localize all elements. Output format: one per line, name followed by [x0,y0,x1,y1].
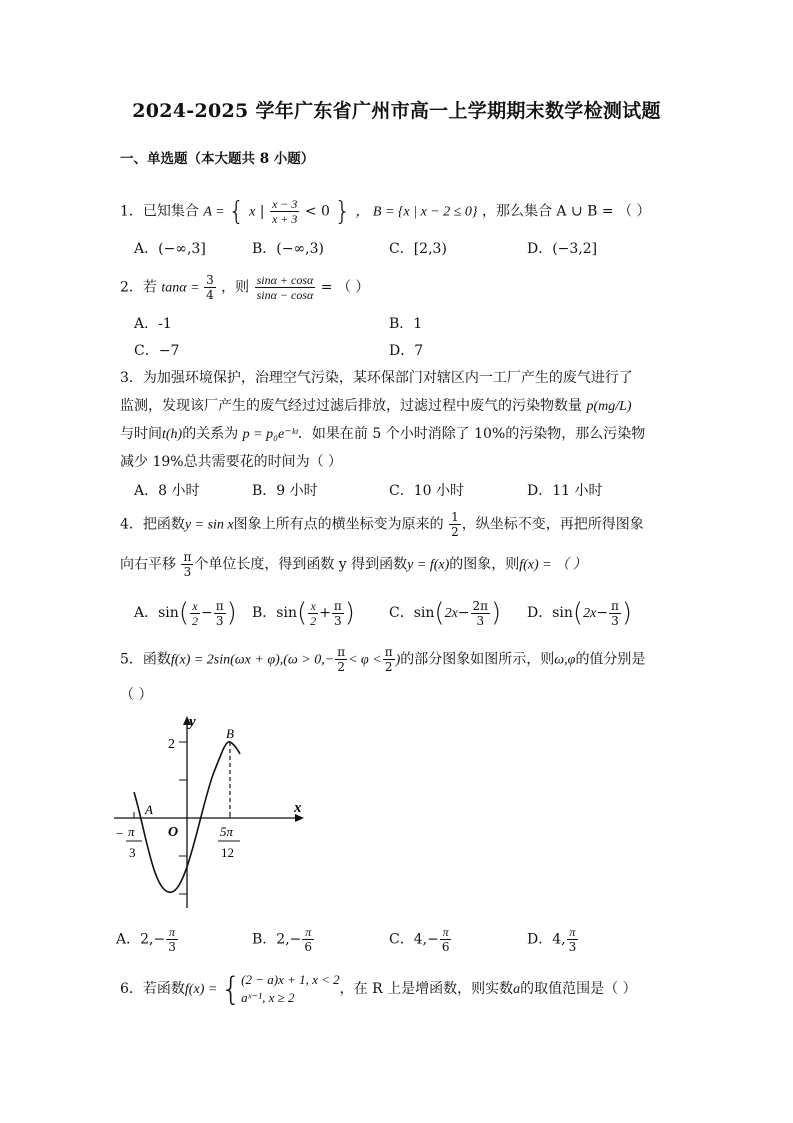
frac-denominator: 3 [611,613,619,628]
q4-line-2-a: 向右平移 [120,556,176,573]
frac-denominator: 2 [191,613,198,628]
frac-denominator: 6 [304,940,313,954]
q4-option-c-pre: 2x [444,606,458,621]
frac-numerator: π [302,925,314,940]
q4-option-c-frac [471,599,491,628]
frac-numerator: π [611,598,619,613]
x-left-numerator: π [128,824,135,839]
q2-fraction [204,273,216,302]
frac-denominator: 6 [441,940,450,954]
q5-option-a-frac [166,925,178,954]
q4-option-b[interactable] [252,598,355,628]
point-a-label: A [145,802,153,817]
q5-option-c-label: C． [389,931,414,948]
q4-line-1-c: 图象上所有点的横坐标变为原来的 [233,516,444,533]
frac-denominator: 3 [215,613,224,628]
q2-tan: tanα = [161,280,204,296]
q6-tail: ，在 R 上是增函数，则实数 [339,981,514,997]
q4-option-b-frac1 [308,599,318,628]
q1-tail: ，那么集合 A ∪ B = （ ） [481,203,651,220]
q5-option-c-pre: 4,− [413,931,439,948]
q4-option-c[interactable] [389,598,501,628]
q2-option-c[interactable]: C．−7 [134,343,180,359]
operator: − [200,605,213,621]
frac-numerator: π [333,598,342,613]
section-heading: 一、单选题（本大题共 8 小题） [120,151,315,167]
q2-option-b[interactable]: B．1 [389,316,423,332]
q3-line-1: 3．为加强环境保护，治理空气污染，某环保部门对辖区内一工厂产生的废气进行了 [120,370,633,386]
q4-line-1 [120,510,644,539]
q4-option-a-fn: sin [158,605,179,621]
q1-set-b: ， B = {x | x − 2 ≤ 0} [355,204,478,220]
q5-line-2: （ ） [120,687,153,703]
q5-line-1-e: 的部分图象如图所示，则 [400,651,555,668]
x-right-numerator: 5π [220,824,234,839]
q3-formula: p = p₀e⁻ᵏᵗ [242,427,298,442]
frac-denominator: 2 [337,660,345,674]
q4-line-2-e: f(x) = （ ） [519,557,587,573]
q1-fraction [270,197,299,226]
q4-half-numerator: 1 [451,510,459,524]
q1-brace-right: } [334,196,351,227]
q3-option-b[interactable]: B．9 小时 [252,483,318,499]
frac-denominator: 3 [568,940,577,954]
q3-line-2 [120,395,632,415]
frac-numerator: π [215,598,224,613]
frac-numerator: 2π [472,598,489,613]
q1-option-c[interactable]: C．[2,3) [389,241,447,257]
q5-option-a-label: A． [116,931,141,948]
q2-number: 2．若 [120,279,157,296]
paren-left: ( [572,598,584,628]
q4-option-b-frac2 [332,599,344,628]
q1-bar: | [259,203,265,220]
y-tick-label: 2 [168,737,175,752]
q4-option-b-label: B． [252,605,277,621]
q2-big-numerator: sinα + cosα [256,273,314,287]
q1-brace-left: { [228,196,245,227]
frac-numerator: π [166,925,178,940]
exam-title: 2024-2025 学年广东省广州市高一上学期期末数学检测试题 [132,100,661,122]
q2-big-fraction [255,273,316,302]
q6-tail-2: 的取值范围是（ ） [520,981,637,997]
q6-brace: { [220,970,242,1008]
question-1 [120,197,651,226]
frac-numerator: x [190,599,200,614]
frac-denominator: 3 [476,613,485,628]
q1-frac-denominator: x + 3 [271,212,298,226]
q5-option-d-frac [567,925,579,954]
q4-shift-fraction [181,550,193,579]
q4-option-a-frac2 [214,599,226,628]
q4-line-2-b: 个单位长度，得到函数 y 得到函数 [194,556,408,573]
q3-line-3-a: 与时间 [120,426,162,442]
q1-frac-numerator: x − 3 [271,197,298,211]
q3-line-2-text: 监测，发现该厂产生的废气经过过滤后排放，过滤过程中废气的污染物数量 [120,398,582,414]
x-left-denominator: 3 [129,845,136,860]
q4-option-a[interactable] [134,598,237,628]
q1-number: 1．已知集合 [120,203,199,220]
paren-right: ) [226,598,237,628]
frac-numerator: π [384,645,393,659]
q4-option-c-label: C． [389,605,414,621]
q4-shift-numerator: π [183,550,192,564]
q5-option-a[interactable] [116,925,179,954]
x-right-denominator: 12 [221,845,234,860]
q5-graph [110,712,310,912]
operator: − [596,605,609,621]
q1-option-b[interactable]: B．(−∞,3) [252,241,324,257]
q4-function: y = sin x [184,517,234,533]
paren-right: ) [344,598,355,628]
question-6 [120,970,637,1008]
q2-mid: ，则 [221,279,250,296]
q5-option-d[interactable] [527,925,579,954]
q5-option-b-pre: 2,− [276,931,302,948]
q6-case-1: (2 − a)x + 1, x < 2 [241,972,340,987]
x-left-sign: − [116,826,124,841]
q4-option-b-fn: sin [276,605,297,621]
frac-numerator: x [308,599,318,614]
q5-option-a-pre: 2,− [140,931,166,948]
q6-var: a [513,982,521,997]
q4-line-1-a: 4．把函数 [120,516,185,533]
q5-option-d-pre: 4, [552,931,566,948]
q5-line-1-a: 5．函数 [120,651,171,668]
q4-option-d-label: D． [527,605,553,621]
q6-fx: f(x) = [184,982,221,997]
q1-option-d[interactable]: D．(−3,2] [527,241,598,257]
q4-option-d-fn: sin [552,605,573,621]
q4-half-denominator: 2 [451,525,459,539]
q1-set-a-tail: < 0 [304,203,330,220]
q6-cases [241,971,340,1007]
frac-numerator: π [337,645,346,659]
q5-option-b-frac [302,925,314,954]
q5-params: ω,φ [554,652,576,668]
y-axis-label: y [189,714,196,730]
q4-option-d-frac [609,599,621,628]
operator: − [457,605,470,621]
frac-denominator: 2 [310,613,317,628]
q5-line-1-g: 的值分别是 [575,651,646,668]
q5-option-b[interactable] [252,925,315,954]
q2-frac-denominator: 4 [206,288,214,302]
q4-shift-denominator: 3 [183,565,192,579]
q2-tail: = （ ） [320,279,370,296]
paren-right: ) [621,598,633,628]
q3-time: t(h) [162,427,183,442]
q3-option-d[interactable]: D．11 小时 [527,483,603,499]
q2-option-d[interactable]: D．7 [389,343,424,359]
q5-option-c[interactable] [389,925,452,954]
q2-big-denominator: sinα − cosα [256,288,314,302]
q5-option-d-label: D． [527,931,553,948]
q1-set-a-lhs: A = [203,204,229,220]
q4-line-1-d: ，纵坐标不变，再把所得图象 [461,516,644,533]
q4-option-a-frac1 [190,599,200,628]
q4-option-a-label: A． [134,605,159,621]
q5-phi-range: < φ < [348,652,382,668]
q2-frac-numerator: 3 [206,273,214,287]
paren-left: ( [434,598,445,628]
q4-line-2 [120,550,587,579]
q6-case-2: aˣ⁻¹, x ≥ 2 [241,990,295,1005]
q5-function: f(x) = 2sin(ωx + φ),(ω > 0,− [170,652,335,668]
q4-half-fraction [449,510,461,539]
question-2 [120,273,369,302]
q3-unit: p(mg/L) [586,399,632,414]
paren-left: ( [296,598,308,628]
q4-target-function: y = f(x) [407,557,450,573]
paren-left: ( [178,598,189,628]
q3-option-c[interactable]: C．10 小时 [389,483,464,499]
q5-option-b-label: B． [252,931,277,948]
q3-option-a[interactable]: A．8 小时 [134,483,200,499]
x-axis-label: x [294,800,302,816]
q6-number: 6．若函数 [120,981,185,997]
q5-line-1 [120,645,645,674]
q3-line-3-c: 的关系为 [182,426,239,442]
q1-set-a-x: x [249,204,256,220]
q5-option-c-frac [440,925,452,954]
frac-denominator: 2 [384,660,393,674]
frac-numerator: π [567,925,579,940]
q3-line-3-e: ．如果在前 5 个小时消除了 10%的污染物，那么污染物 [297,426,646,442]
q4-line-2-d: 的图象，则 [449,556,520,573]
q3-line-4: 减少 19%总共需要花的时间为（ ） [120,454,343,470]
q4-option-d-pre: 2x [583,606,597,621]
q1-option-a[interactable]: A．(−∞,3] [134,241,206,257]
point-b-label: B [226,726,234,741]
origin-label: O [168,825,179,840]
operator: + [319,605,331,621]
paren-right: ) [491,598,502,628]
q5-right-bound [383,645,395,674]
q2-option-a[interactable]: A．-1 [134,316,172,332]
frac-denominator: 3 [168,940,176,954]
frac-denominator: 3 [334,613,342,628]
q4-option-d[interactable] [527,598,632,628]
q4-option-c-fn: sin [413,605,435,621]
q5-close-paren: ) [395,652,401,668]
frac-numerator: π [440,925,452,940]
q5-left-bound [335,645,347,674]
q3-line-3 [120,423,645,443]
